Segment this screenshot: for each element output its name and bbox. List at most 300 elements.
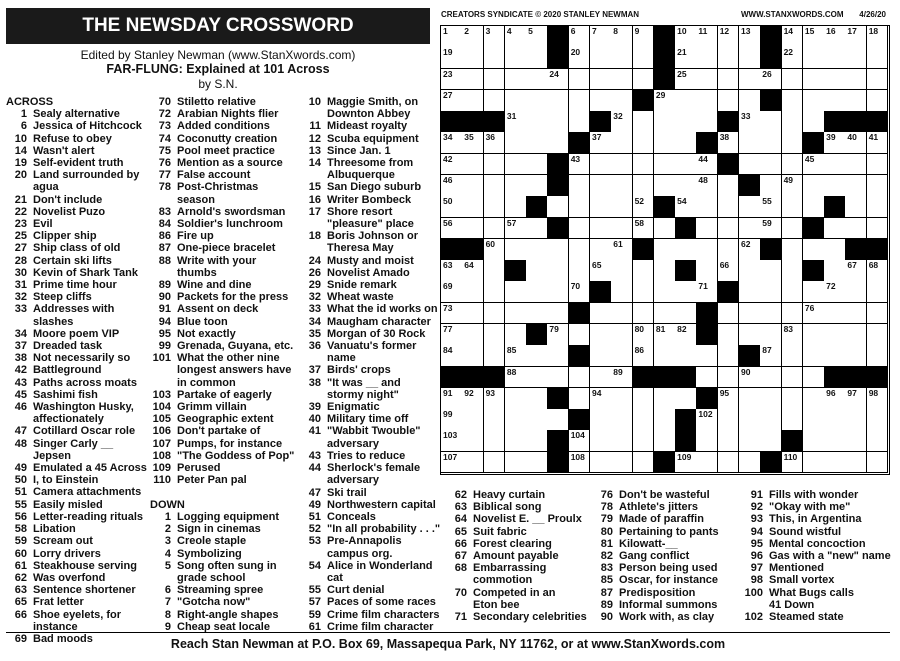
grid-cell[interactable] [441,69,463,91]
grid-cell[interactable] [526,90,548,112]
grid-cell[interactable] [739,111,761,133]
grid-cell[interactable] [484,281,506,303]
grid-cell[interactable] [611,69,633,91]
grid-cell[interactable] [590,90,612,112]
grid-cell[interactable] [526,281,548,303]
grid-cell[interactable] [760,303,782,325]
grid-cell[interactable] [484,154,506,176]
grid-cell[interactable] [824,239,846,261]
grid-cell[interactable] [590,324,612,346]
grid-cell[interactable] [505,47,527,69]
grid-cell[interactable] [547,409,569,431]
grid-cell[interactable] [484,196,506,218]
grid-cell[interactable] [526,430,548,452]
grid-cell[interactable] [569,154,591,176]
grid-cell[interactable] [824,218,846,240]
grid-cell[interactable] [462,90,484,112]
grid-cell[interactable] [569,90,591,112]
grid-cell[interactable] [845,303,867,325]
grid-cell[interactable] [505,111,527,133]
grid-cell[interactable] [462,409,484,431]
grid-cell[interactable] [505,132,527,154]
grid-cell[interactable] [760,388,782,410]
grid-cell[interactable] [569,388,591,410]
grid-cell[interactable] [654,90,676,112]
grid-cell[interactable] [782,388,804,410]
grid-cell[interactable] [611,90,633,112]
grid-cell[interactable] [505,281,527,303]
grid-cell[interactable] [484,452,506,474]
grid-cell[interactable] [526,260,548,282]
grid-cell[interactable] [867,218,889,240]
grid-cell[interactable] [824,90,846,112]
grid-cell[interactable] [505,367,527,389]
grid-cell[interactable] [845,90,867,112]
grid-cell[interactable] [654,132,676,154]
grid-cell[interactable] [611,196,633,218]
grid-cell[interactable] [633,175,655,197]
grid-cell[interactable] [675,132,697,154]
grid-cell[interactable] [462,281,484,303]
grid-cell[interactable] [547,260,569,282]
grid-cell[interactable] [739,90,761,112]
grid-cell[interactable] [803,90,825,112]
grid-cell[interactable] [633,111,655,133]
grid-cell[interactable] [484,303,506,325]
grid-cell[interactable] [611,47,633,69]
grid-cell[interactable] [739,430,761,452]
grid-cell[interactable] [675,111,697,133]
grid-cell[interactable] [782,26,804,48]
grid-cell[interactable] [718,324,740,346]
grid-cell[interactable] [782,69,804,91]
grid-cell[interactable] [611,26,633,48]
grid-cell[interactable] [633,452,655,474]
grid-cell[interactable] [824,260,846,282]
grid-cell[interactable] [462,452,484,474]
grid-cell[interactable] [590,452,612,474]
grid-cell[interactable] [633,26,655,48]
grid-cell[interactable] [845,345,867,367]
grid-cell[interactable] [760,218,782,240]
grid-cell[interactable] [569,324,591,346]
grid-cell[interactable] [782,452,804,474]
grid-cell[interactable] [569,26,591,48]
grid-cell[interactable] [696,430,718,452]
grid-cell[interactable] [675,345,697,367]
grid-cell[interactable] [782,409,804,431]
grid-cell[interactable] [547,345,569,367]
grid-cell[interactable] [526,154,548,176]
grid-cell[interactable] [654,111,676,133]
grid-cell[interactable] [590,388,612,410]
grid-cell[interactable] [696,452,718,474]
grid-cell[interactable] [484,175,506,197]
grid-cell[interactable] [760,132,782,154]
grid-cell[interactable] [696,218,718,240]
grid-cell[interactable] [696,367,718,389]
grid-cell[interactable] [505,303,527,325]
grid-cell[interactable] [441,47,463,69]
grid-cell[interactable] [462,47,484,69]
grid-cell[interactable] [569,367,591,389]
grid-cell[interactable] [739,47,761,69]
grid-cell[interactable] [824,47,846,69]
grid-cell[interactable] [675,239,697,261]
grid-cell[interactable] [547,281,569,303]
grid-cell[interactable] [760,260,782,282]
grid-cell[interactable] [633,303,655,325]
grid-cell[interactable] [803,452,825,474]
grid-cell[interactable] [462,303,484,325]
grid-cell[interactable] [590,239,612,261]
grid-cell[interactable] [590,132,612,154]
grid-cell[interactable] [654,388,676,410]
grid-cell[interactable] [633,69,655,91]
grid-cell[interactable] [760,345,782,367]
grid-cell[interactable] [611,239,633,261]
grid-cell[interactable] [696,409,718,431]
grid-cell[interactable] [824,26,846,48]
grid-cell[interactable] [505,452,527,474]
grid-cell[interactable] [782,367,804,389]
grid-cell[interactable] [845,218,867,240]
grid-cell[interactable] [526,69,548,91]
grid-cell[interactable] [505,175,527,197]
grid-cell[interactable] [867,345,889,367]
grid-cell[interactable] [803,111,825,133]
grid-cell[interactable] [760,154,782,176]
grid-cell[interactable] [718,430,740,452]
grid-cell[interactable] [718,26,740,48]
grid-cell[interactable] [739,260,761,282]
grid-cell[interactable] [526,452,548,474]
grid-cell[interactable] [526,132,548,154]
grid-cell[interactable] [505,388,527,410]
grid-cell[interactable] [696,281,718,303]
grid-cell[interactable] [867,132,889,154]
grid-cell[interactable] [590,260,612,282]
grid-cell[interactable] [654,430,676,452]
grid-cell[interactable] [462,132,484,154]
grid-cell[interactable] [718,47,740,69]
grid-cell[interactable] [803,388,825,410]
grid-cell[interactable] [505,409,527,431]
grid-cell[interactable] [739,239,761,261]
grid-cell[interactable] [505,239,527,261]
grid-cell[interactable] [803,345,825,367]
grid-cell[interactable] [611,430,633,452]
grid-cell[interactable] [867,281,889,303]
grid-cell[interactable] [505,196,527,218]
grid-cell[interactable] [845,388,867,410]
grid-cell[interactable] [505,69,527,91]
grid-cell[interactable] [590,345,612,367]
grid-cell[interactable] [505,90,527,112]
grid-cell[interactable] [611,388,633,410]
grid-cell[interactable] [654,281,676,303]
grid-cell[interactable] [654,154,676,176]
grid-cell[interactable] [675,47,697,69]
grid-cell[interactable] [867,324,889,346]
grid-cell[interactable] [696,239,718,261]
grid-cell[interactable] [462,154,484,176]
grid-cell[interactable] [633,260,655,282]
grid-cell[interactable] [782,196,804,218]
grid-cell[interactable] [739,218,761,240]
grid-cell[interactable] [462,260,484,282]
grid-cell[interactable] [462,196,484,218]
grid-cell[interactable] [739,388,761,410]
grid-cell[interactable] [484,90,506,112]
grid-cell[interactable] [760,430,782,452]
grid-cell[interactable] [803,281,825,303]
grid-cell[interactable] [845,260,867,282]
grid-cell[interactable] [547,90,569,112]
grid-cell[interactable] [739,303,761,325]
grid-cell[interactable] [569,260,591,282]
grid-cell[interactable] [462,324,484,346]
grid-cell[interactable] [590,303,612,325]
grid-cell[interactable] [484,260,506,282]
grid-cell[interactable] [718,409,740,431]
grid-cell[interactable] [824,281,846,303]
grid-cell[interactable] [484,239,506,261]
grid-cell[interactable] [611,303,633,325]
grid-cell[interactable] [462,388,484,410]
grid-cell[interactable] [526,303,548,325]
grid-cell[interactable] [484,69,506,91]
grid-cell[interactable] [675,26,697,48]
grid-cell[interactable] [718,388,740,410]
grid-cell[interactable] [569,281,591,303]
grid-cell[interactable] [824,132,846,154]
grid-cell[interactable] [803,324,825,346]
grid-cell[interactable] [696,111,718,133]
grid-cell[interactable] [803,430,825,452]
grid-cell[interactable] [611,132,633,154]
grid-cell[interactable] [739,69,761,91]
grid-cell[interactable] [760,324,782,346]
grid-cell[interactable] [569,218,591,240]
grid-cell[interactable] [803,239,825,261]
grid-cell[interactable] [505,218,527,240]
grid-cell[interactable] [867,90,889,112]
grid-cell[interactable] [484,409,506,431]
grid-cell[interactable] [760,281,782,303]
grid-cell[interactable] [654,175,676,197]
grid-cell[interactable] [569,196,591,218]
grid-cell[interactable] [590,196,612,218]
grid-cell[interactable] [569,430,591,452]
grid-cell[interactable] [484,47,506,69]
grid-cell[interactable] [782,90,804,112]
grid-cell[interactable] [505,324,527,346]
grid-cell[interactable] [845,175,867,197]
grid-cell[interactable] [739,452,761,474]
grid-cell[interactable] [824,388,846,410]
grid-cell[interactable] [718,303,740,325]
grid-cell[interactable] [696,154,718,176]
grid-cell[interactable] [718,452,740,474]
grid-cell[interactable] [526,175,548,197]
grid-cell[interactable] [547,324,569,346]
grid-cell[interactable] [654,218,676,240]
grid-cell[interactable] [462,218,484,240]
grid-cell[interactable] [803,409,825,431]
grid-cell[interactable] [675,388,697,410]
grid-cell[interactable] [867,303,889,325]
grid-cell[interactable] [803,303,825,325]
grid-cell[interactable] [611,175,633,197]
grid-cell[interactable] [803,196,825,218]
grid-cell[interactable] [867,388,889,410]
grid-cell[interactable] [803,154,825,176]
grid-cell[interactable] [845,452,867,474]
grid-cell[interactable] [845,409,867,431]
grid-cell[interactable] [718,196,740,218]
grid-cell[interactable] [569,69,591,91]
grid-cell[interactable] [718,260,740,282]
grid-cell[interactable] [696,196,718,218]
grid-cell[interactable] [696,26,718,48]
grid-cell[interactable] [462,175,484,197]
grid-cell[interactable] [526,111,548,133]
grid-cell[interactable] [824,452,846,474]
grid-cell[interactable] [739,281,761,303]
grid-cell[interactable] [803,47,825,69]
grid-cell[interactable] [803,69,825,91]
grid-cell[interactable] [590,175,612,197]
grid-cell[interactable] [633,154,655,176]
grid-cell[interactable] [718,345,740,367]
grid-cell[interactable] [760,111,782,133]
grid-cell[interactable] [696,69,718,91]
grid-cell[interactable] [484,324,506,346]
grid-cell[interactable] [824,409,846,431]
grid-cell[interactable] [654,260,676,282]
grid-cell[interactable] [569,111,591,133]
grid-cell[interactable] [718,367,740,389]
grid-cell[interactable] [633,430,655,452]
grid-cell[interactable] [547,132,569,154]
grid-cell[interactable] [824,303,846,325]
grid-cell[interactable] [633,196,655,218]
grid-cell[interactable] [633,281,655,303]
grid-cell[interactable] [547,367,569,389]
grid-cell[interactable] [484,430,506,452]
grid-cell[interactable] [824,324,846,346]
grid-cell[interactable] [505,345,527,367]
grid-cell[interactable] [462,430,484,452]
grid-cell[interactable] [633,388,655,410]
grid-cell[interactable] [484,218,506,240]
grid-cell[interactable] [590,26,612,48]
grid-cell[interactable] [718,239,740,261]
grid-cell[interactable] [569,175,591,197]
grid-cell[interactable] [824,345,846,367]
grid-cell[interactable] [824,430,846,452]
grid-cell[interactable] [484,345,506,367]
grid-cell[interactable] [654,239,676,261]
grid-cell[interactable] [867,175,889,197]
grid-cell[interactable] [590,409,612,431]
grid-cell[interactable] [803,175,825,197]
grid-cell[interactable] [462,69,484,91]
grid-cell[interactable] [611,345,633,367]
grid-cell[interactable] [782,260,804,282]
grid-cell[interactable] [611,409,633,431]
grid-cell[interactable] [739,324,761,346]
grid-cell[interactable] [611,452,633,474]
grid-cell[interactable] [696,345,718,367]
grid-cell[interactable] [590,69,612,91]
grid-cell[interactable] [590,154,612,176]
grid-cell[interactable] [696,90,718,112]
grid-cell[interactable] [675,196,697,218]
grid-cell[interactable] [845,196,867,218]
grid-cell[interactable] [867,452,889,474]
grid-cell[interactable] [803,367,825,389]
grid-cell[interactable] [675,154,697,176]
grid-cell[interactable] [696,47,718,69]
grid-cell[interactable] [590,218,612,240]
grid-cell[interactable] [760,196,782,218]
grid-cell[interactable] [845,132,867,154]
grid-cell[interactable] [782,132,804,154]
grid-cell[interactable] [526,345,548,367]
grid-cell[interactable] [526,47,548,69]
grid-cell[interactable] [696,260,718,282]
grid-cell[interactable] [654,324,676,346]
grid-cell[interactable] [462,345,484,367]
grid-cell[interactable] [633,218,655,240]
grid-cell[interactable] [782,47,804,69]
grid-cell[interactable] [845,69,867,91]
grid-cell[interactable] [633,47,655,69]
grid-cell[interactable] [845,281,867,303]
grid-cell[interactable] [675,303,697,325]
grid-cell[interactable] [484,388,506,410]
grid-cell[interactable] [675,452,697,474]
grid-cell[interactable] [782,324,804,346]
grid-cell[interactable] [782,154,804,176]
grid-cell[interactable] [526,367,548,389]
grid-cell[interactable] [462,26,484,48]
grid-cell[interactable] [782,175,804,197]
grid-cell[interactable] [547,196,569,218]
grid-cell[interactable] [867,154,889,176]
grid-cell[interactable] [845,430,867,452]
grid-cell[interactable] [654,345,676,367]
grid-cell[interactable] [739,132,761,154]
grid-cell[interactable] [654,409,676,431]
grid-cell[interactable] [739,409,761,431]
grid-cell[interactable] [611,260,633,282]
grid-cell[interactable] [718,132,740,154]
grid-cell[interactable] [633,409,655,431]
grid-cell[interactable] [845,47,867,69]
grid-cell[interactable] [526,409,548,431]
grid-cell[interactable] [547,111,569,133]
grid-cell[interactable] [484,26,506,48]
grid-cell[interactable] [845,154,867,176]
grid-cell[interactable] [505,154,527,176]
grid-cell[interactable] [611,324,633,346]
grid-cell[interactable] [739,26,761,48]
grid-cell[interactable] [611,154,633,176]
grid-cell[interactable] [782,303,804,325]
